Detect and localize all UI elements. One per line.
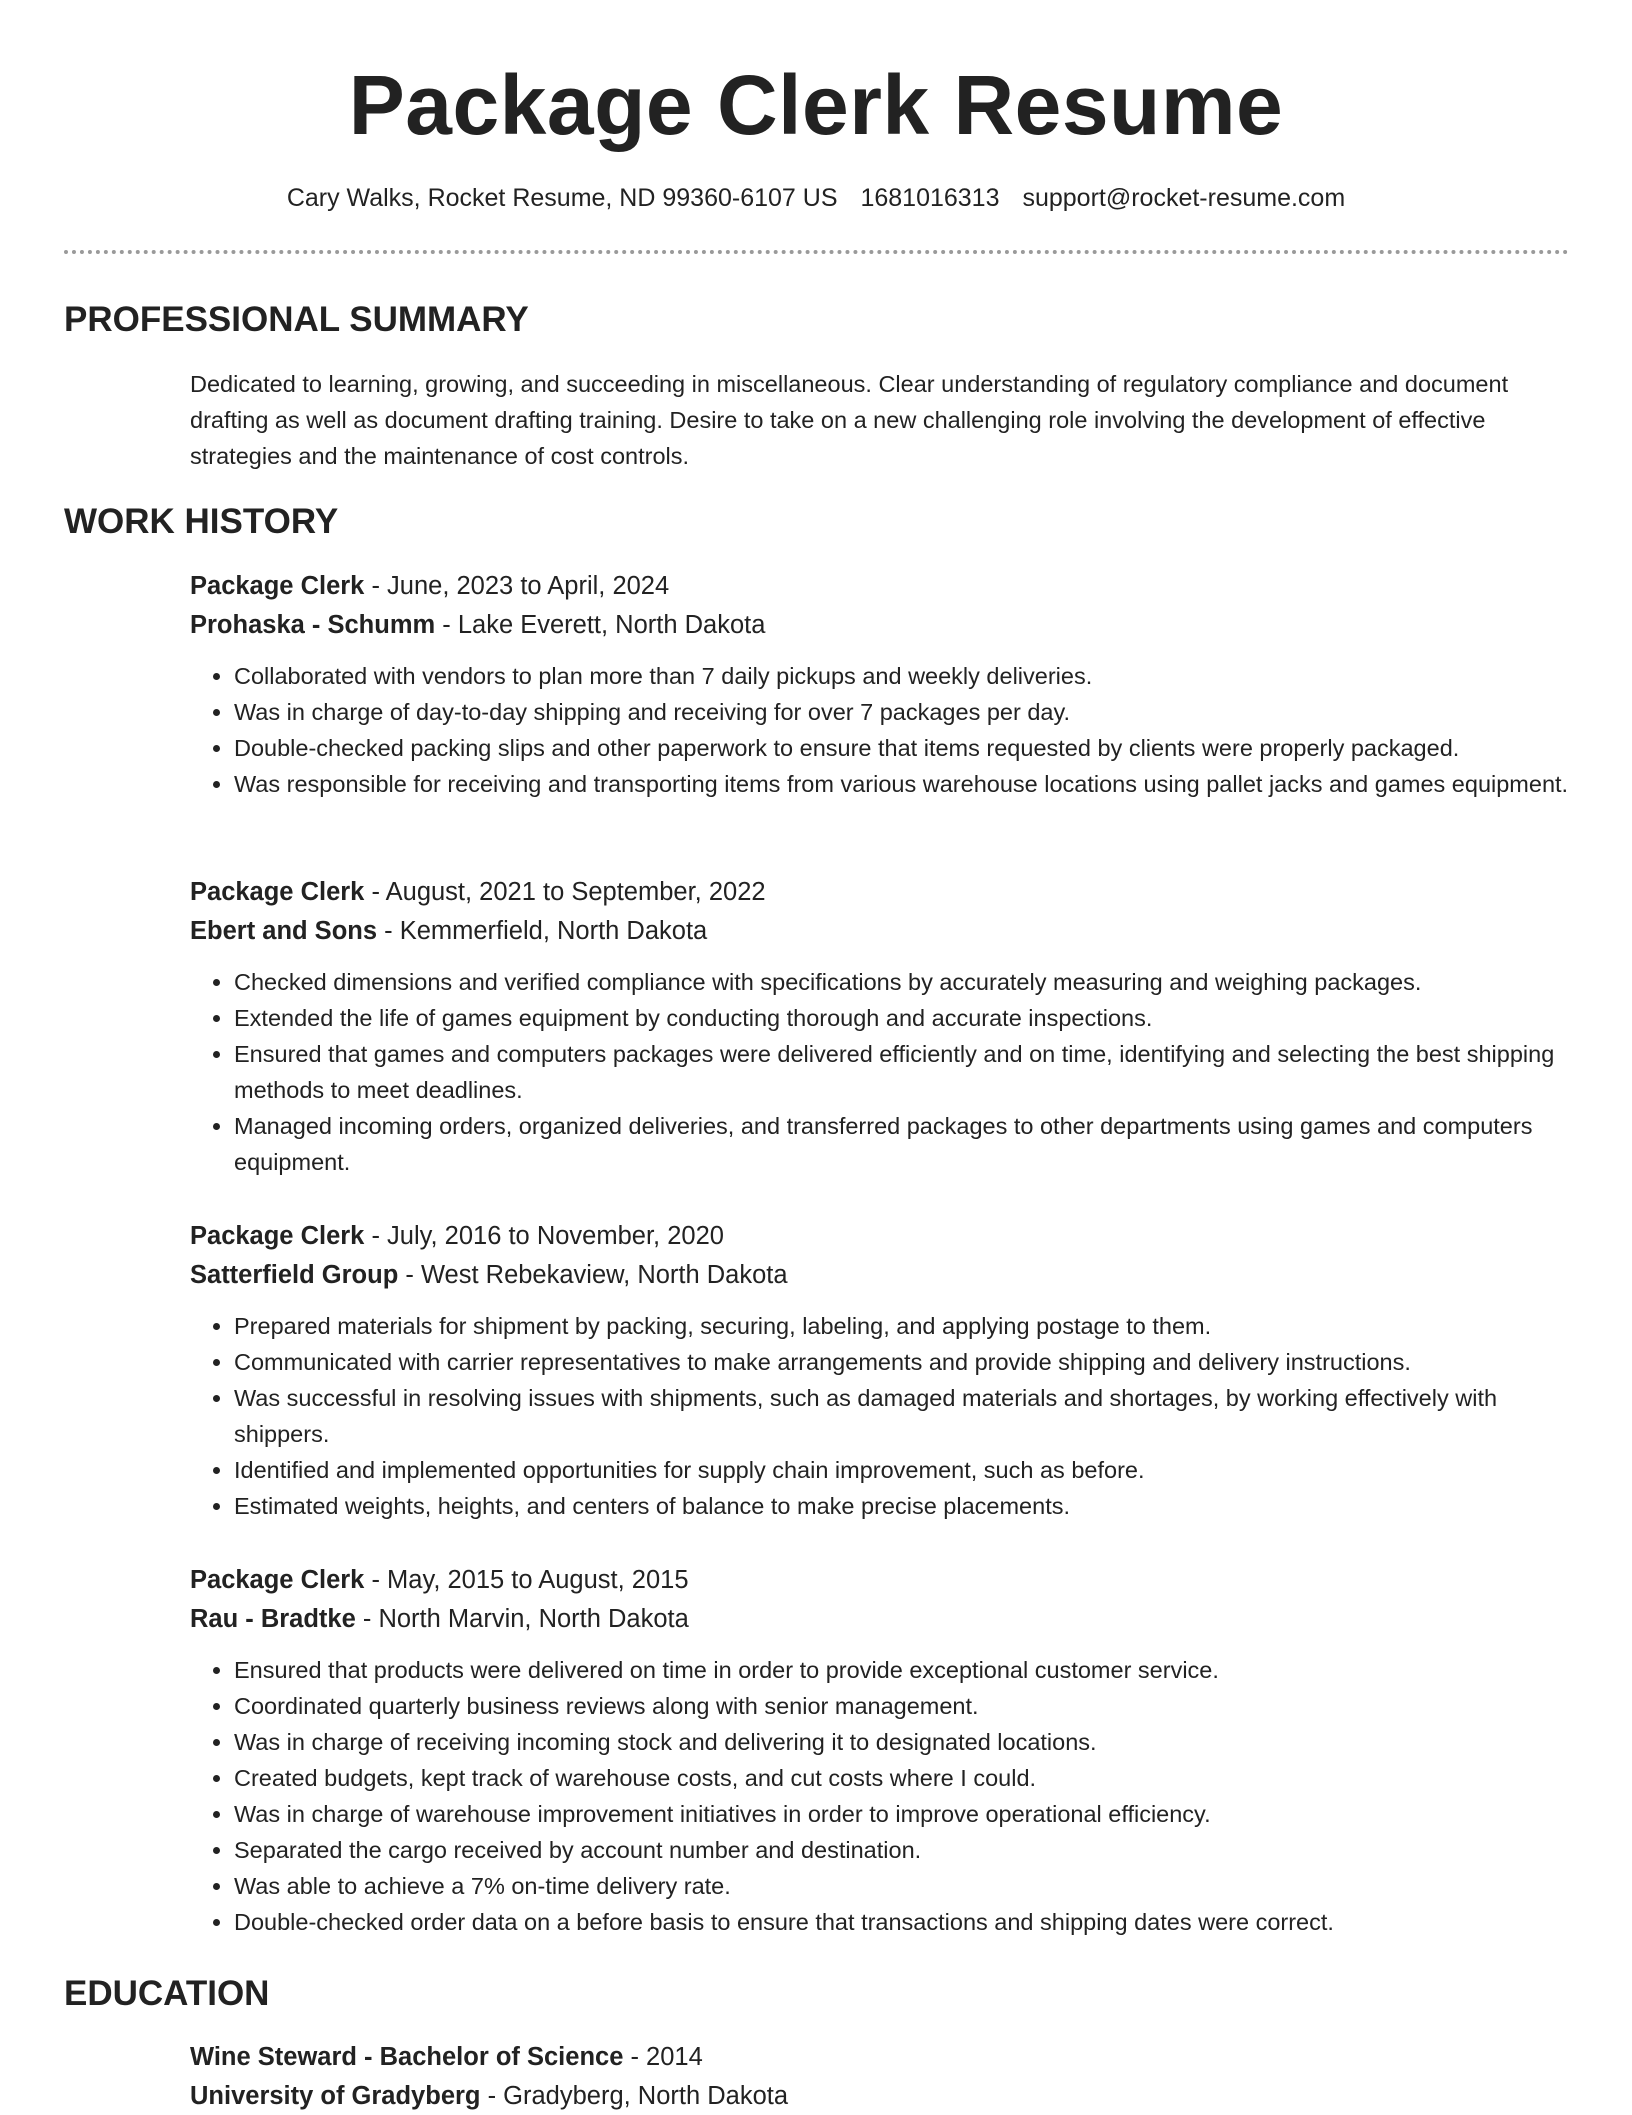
work-history-heading: WORK HISTORY bbox=[64, 500, 338, 544]
contact-address: Cary Walks, Rocket Resume, ND 99360-6107 US bbox=[287, 184, 838, 212]
job-company-line bbox=[190, 1600, 1570, 1639]
job-bullet: • Was able to achieve a 7% on-time delivery rate. bbox=[234, 1868, 1570, 1904]
job-bullet: • Separated the cargo received by account number and destination. bbox=[234, 1832, 1570, 1868]
job-entry bbox=[190, 1217, 1570, 1524]
job-title: Package Clerk bbox=[190, 572, 364, 600]
education-school: University of Gradyberg bbox=[190, 2082, 481, 2110]
job-title-line bbox=[190, 1561, 1570, 1600]
job-company-line bbox=[190, 1256, 1570, 1295]
job-bullets bbox=[190, 964, 1570, 1180]
job-dates: - June, 2023 to April, 2024 bbox=[364, 572, 669, 600]
job-bullet: • Was responsible for receiving and transporting items from various warehouse locations using pallet jacks and games equipment. bbox=[234, 766, 1570, 802]
job-dates: - July, 2016 to November, 2020 bbox=[364, 1222, 724, 1250]
education-heading: EDUCATION bbox=[64, 1972, 269, 2016]
job-location: - North Marvin, North Dakota bbox=[356, 1605, 689, 1633]
job-bullet: • Identified and implemented opportunities for supply chain improvement, such as before. bbox=[234, 1452, 1570, 1488]
header-divider bbox=[64, 250, 1569, 254]
job-bullet: • Double-checked packing slips and other paperwork to ensure that items requested by clients were properly packaged. bbox=[234, 730, 1570, 766]
job-bullet: • Was in charge of day-to-day shipping and receiving for over 7 packages per day. bbox=[234, 694, 1570, 730]
job-bullet: • Prepared materials for shipment by packing, securing, labeling, and applying postage to them. bbox=[234, 1308, 1570, 1344]
contact-line bbox=[0, 181, 1632, 215]
job-entry bbox=[190, 873, 1570, 1180]
job-bullet: • Collaborated with vendors to plan more than 7 daily pickups and weekly deliveries. bbox=[234, 658, 1570, 694]
job-bullet: • Checked dimensions and verified compliance with specifications by accurately measuring and weighing packages. bbox=[234, 964, 1570, 1000]
job-bullets bbox=[190, 1652, 1570, 1940]
job-title: Package Clerk bbox=[190, 878, 364, 906]
summary-text: Dedicated to learning, growing, and succeeding in miscellaneous. Clear understanding of regulatory compliance and document drafting as well as document drafting training. Desire to take on a new challenging role involving the development of effective strategies and the maintenance of cost controls. bbox=[190, 366, 1570, 474]
job-company-line bbox=[190, 912, 1570, 951]
contact-email: support@rocket-resume.com bbox=[1022, 184, 1345, 212]
job-title: Package Clerk bbox=[190, 1566, 364, 1594]
job-bullet: • Coordinated quarterly business reviews along with senior management. bbox=[234, 1688, 1570, 1724]
job-dates: - May, 2015 to August, 2015 bbox=[364, 1566, 688, 1594]
job-bullet: • Extended the life of games equipment by conducting thorough and accurate inspections. bbox=[234, 1000, 1570, 1036]
job-bullet: • Ensured that products were delivered on time in order to provide exceptional customer service. bbox=[234, 1652, 1570, 1688]
education-school-line bbox=[190, 2077, 1570, 2115]
job-title: Package Clerk bbox=[190, 1222, 364, 1250]
job-bullets bbox=[190, 658, 1570, 802]
education-location: - Gradyberg, North Dakota bbox=[481, 2082, 789, 2110]
job-company: Satterfield Group bbox=[190, 1261, 398, 1289]
summary-heading: PROFESSIONAL SUMMARY bbox=[64, 298, 529, 342]
job-location: - Lake Everett, North Dakota bbox=[435, 611, 765, 639]
resume-title: Package Clerk Resume bbox=[0, 55, 1632, 155]
job-company-line bbox=[190, 606, 1570, 645]
job-bullet: • Communicated with carrier representatives to make arrangements and provide shipping and delivery instructions. bbox=[234, 1344, 1570, 1380]
job-title-line bbox=[190, 567, 1570, 606]
job-bullet: • Managed incoming orders, organized deliveries, and transferred packages to other departments using games and computers equipment. bbox=[234, 1108, 1570, 1180]
job-bullet: • Was successful in resolving issues with shipments, such as damaged materials and shortages, by working effectively with shippers. bbox=[234, 1380, 1570, 1452]
job-company: Rau - Bradtke bbox=[190, 1605, 356, 1633]
education-degree-line bbox=[190, 2038, 1570, 2077]
job-bullet: • Created budgets, kept track of warehouse costs, and cut costs where I could. bbox=[234, 1760, 1570, 1796]
education-degree: Wine Steward - Bachelor of Science bbox=[190, 2043, 623, 2071]
job-entry bbox=[190, 1561, 1570, 1940]
job-bullet: • Ensured that games and computers packages were delivered efficiently and on time, identifying and selecting the best shipping methods to meet deadlines. bbox=[234, 1036, 1570, 1108]
job-dates: - August, 2021 to September, 2022 bbox=[364, 878, 765, 906]
contact-phone: 1681016313 bbox=[860, 184, 999, 212]
education-year: - 2014 bbox=[623, 2043, 702, 2071]
job-title-line bbox=[190, 1217, 1570, 1256]
job-entry bbox=[190, 567, 1570, 802]
job-bullet: • Was in charge of warehouse improvement initiatives in order to improve operational efficiency. bbox=[234, 1796, 1570, 1832]
job-location: - West Rebekaview, North Dakota bbox=[398, 1261, 787, 1289]
job-bullet: • Was in charge of receiving incoming stock and delivering it to designated locations. bbox=[234, 1724, 1570, 1760]
job-title-line bbox=[190, 873, 1570, 912]
education-entry bbox=[190, 2038, 1570, 2115]
job-bullet: • Estimated weights, heights, and centers of balance to make precise placements. bbox=[234, 1488, 1570, 1524]
job-company: Prohaska - Schumm bbox=[190, 611, 435, 639]
job-location: - Kemmerfield, North Dakota bbox=[377, 917, 707, 945]
job-company: Ebert and Sons bbox=[190, 917, 377, 945]
job-bullet: • Double-checked order data on a before basis to ensure that transactions and shipping dates were correct. bbox=[234, 1904, 1570, 1940]
job-bullets bbox=[190, 1308, 1570, 1524]
